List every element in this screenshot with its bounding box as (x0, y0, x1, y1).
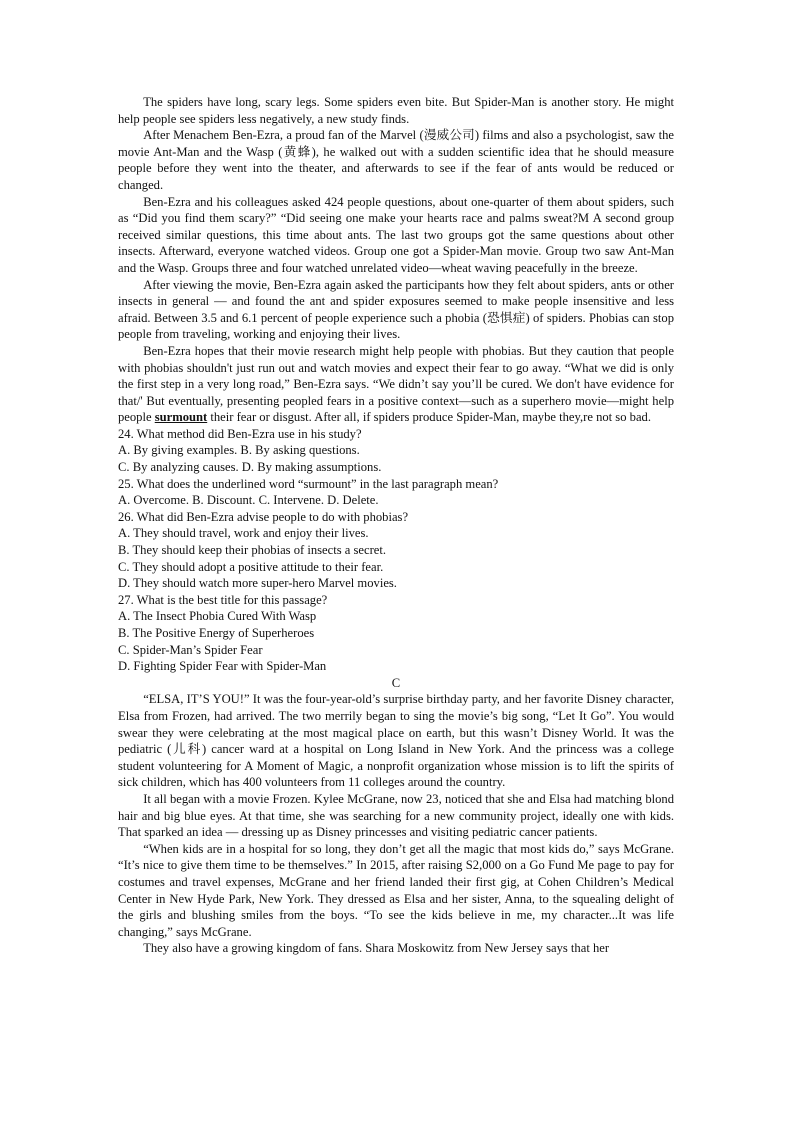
underlined-word-surmount: surmount (154, 410, 208, 425)
question-27-option-c: C. Spider-Man’s Spider Fear (118, 642, 263, 657)
passage-c-paragraph-1: “ELSA, IT’S YOU!” It was the four-year-old’s surprise birthday party, and her favorite Disney character, Elsa from Frozen, had arrived. The two merrily began to sing the movie’s big song, “Let It Go”. You would swear they were celebrating at the most magical place on earth, but this wasn’t Disney World. It was the pediatric (儿科) cancer ward at a hospital on Long Island in New York. And the princess was a college student volunteering for A Moment of Magic, a nonprofit organization whose mission is to lift the spirits of sick children, which has 400 volunteers from 11 colleges around the country. (118, 692, 674, 790)
question-25-stem: 25. What does the underlined word “surmount” in the last paragraph mean? (118, 476, 499, 491)
question-26-option-b: B. They should keep their phobias of insects a secret. (118, 543, 387, 558)
passage-b-paragraph-3: Ben-Ezra and his colleagues asked 424 people questions, about one-quarter of them about spiders, such as “Did you find them scary?” “Did seeing one make your hearts race and palms sweat?M A second group received similar questions, this time about ants. The last two groups got the same questions about other insects. Afterward, everyone watched videos. Group one got a Spider-Man movie. Group two saw Ant-Man and the Wasp. Groups three and four watched unrelated video—wheat waving peacefully in the breeze. (118, 194, 674, 275)
question-24-options-ab: A. By giving examples. B. By asking questions. (118, 443, 360, 458)
passage-c-paragraph-4: They also have a growing kingdom of fans. Shara Moskowitz from New Jersey says that her (143, 941, 610, 956)
passage-b-paragraph-1: The spiders have long, scary legs. Some spiders even bite. But Spider-Man is another story. He might help people see spiders less negatively, a new study finds. (118, 95, 674, 126)
passage-b-paragraph-5 (118, 343, 674, 426)
question-26-option-a: A. They should travel, work and enjoy their lives. (118, 526, 369, 541)
question-24-stem: 24. What method did Ben-Ezra use in his study? (118, 426, 362, 441)
passage-c-paragraph-2: It all began with a movie Frozen. Kylee McGrane, now 23, noticed that she and Elsa had matching blond hair and big blue eyes. At that time, she was searching for a new community project, ideally one with kids. That sparked an idea — dressing up as Disney princesses and visiting pediatric cancer patients. (118, 791, 674, 840)
paragraph-5-text-after: their fear or disgust. After all, if spiders produce Spider-Man, maybe they,re not so bad. (207, 410, 651, 425)
question-24-options-cd: C. By analyzing causes. D. By making assumptions. (118, 460, 382, 475)
exam-page (118, 94, 674, 957)
paragraph-5-text-before: Ben-Ezra hopes that their movie research might help people with phobias. But they caution that people with phobias shouldn't just run out and watch movies and expect their fear to go away. “What we did is only the first step in a very long road,” Ben-Ezra says. “We didn’t say you’ll be cured. We don't have evidence for that/' But eventually, presenting peopled fears in a positive context—such as a superhero movie—might help people (118, 343, 674, 425)
question-27-option-d: D. Fighting Spider Fear with Spider-Man (118, 659, 327, 674)
question-27-option-b: B. The Positive Energy of Superheroes (118, 626, 315, 640)
passage-b-paragraph-2: After Menachem Ben-Ezra, a proud fan of the Marvel (漫威公司) films and also a psychologist, saw the movie Ant-Man and the Wasp (黄蜂), he walked out with a sudden scientific idea that he should measure people before they went into the theater, and afterwards to see if the fear of ants would be reduced or changed. (118, 128, 674, 192)
passage-c-paragraph-3: “When kids are in a hospital for so long, they don’t get all the magic that most kids do,” says McGrane. “It’s nice to give them time to be themselves.” In 2015, after raising S2,000 on a Go Fund Me page to pay for costumes and travel expenses, McGrane and her friend landed their first gig, at Cohen Children’s Medical Center in New Hyde Park, New York. They dressed as Elsa and her sister, Anna, to the squealing delight of the girls and blushing smiles from the boys. “To see the kids believe in me, my character...It was life changing,” says McGrane. (118, 841, 674, 939)
passage-c-label: C (391, 675, 401, 690)
question-25-options: A. Overcome. B. Discount. C. Intervene. D. Delete. (118, 493, 379, 508)
question-26-stem: 26. What did Ben-Ezra advise people to do with phobias? (118, 509, 409, 524)
passage-b-paragraph-4: After viewing the movie, Ben-Ezra again asked the participants how they felt about spiders, ants or other insects in general — and found the ant and spider exposures seemed to make people insensitive and less afraid. Between 3.5 and 6.1 percent of people experience such a phobia (恐惧症) of spiders. Phobias can stop people from traveling, working and enjoying their lives. (118, 277, 674, 342)
question-27-option-a: A. The Insect Phobia Cured With Wasp (118, 609, 317, 624)
question-26-option-c: C. They should adopt a positive attitude to their fear. (118, 559, 384, 574)
question-26-option-d: D. They should watch more super-hero Marvel movies. (118, 576, 397, 591)
question-27-stem: 27. What is the best title for this passage? (118, 592, 328, 607)
